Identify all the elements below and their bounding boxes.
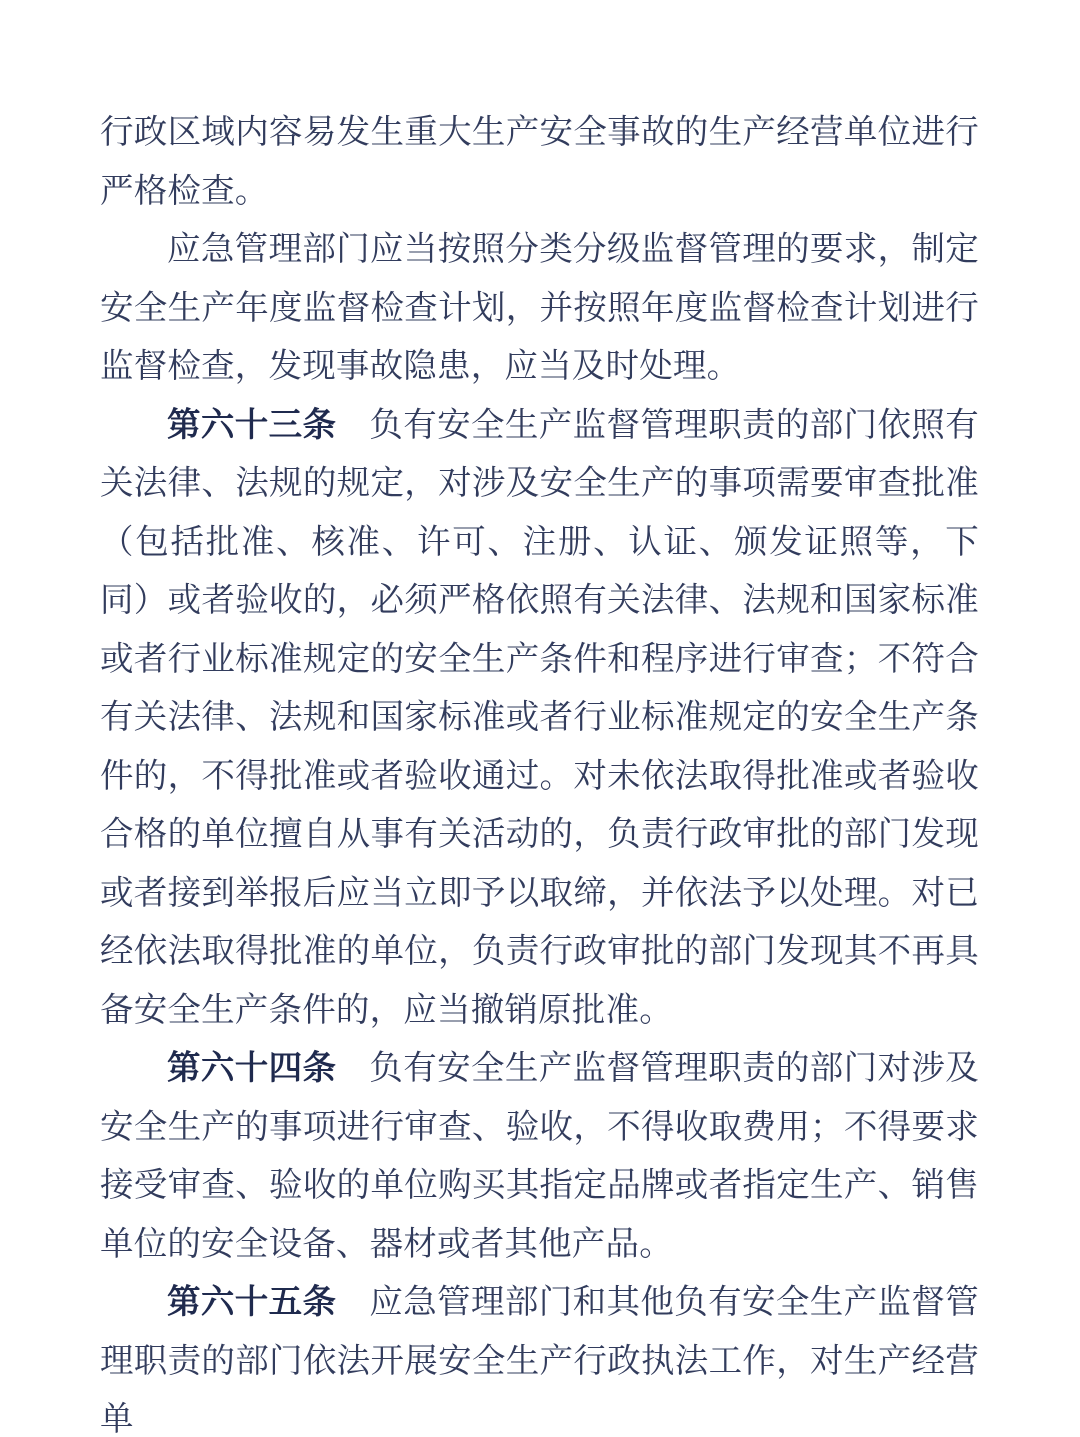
paragraph-article-64 xyxy=(100,1040,979,1274)
article-number: 第六十五条 xyxy=(167,1284,337,1321)
paragraph-article-65 xyxy=(100,1274,979,1437)
paragraph-text: 应急管理部门应当按照分类分级监督管理的要求，制定安全生产年度监督检查计划，并按照年度监督检查计划进行监督检查，发现事故隐患，应当及时处理。 xyxy=(100,231,979,385)
paragraph-article-63 xyxy=(100,397,979,1041)
article-number: 第六十四条 xyxy=(167,1050,337,1087)
article-text: 应急管理部门和其他负有安全生产监督管理职责的部门依法开展安全生产行政执法工作，对生产经营单 xyxy=(100,1284,979,1437)
paragraph-body xyxy=(100,221,979,397)
paragraph-text: 行政区域内容易发生重大生产安全事故的生产经营单位进行严格检查。 xyxy=(100,114,979,210)
article-text: 负有安全生产监督管理职责的部门对涉及安全生产的事项进行审查、验收，不得收取费用；不得要求接受审查、验收的单位购买其指定品牌或者指定生产、销售单位的安全设备、器材或者其他产品。 xyxy=(100,1050,979,1263)
paragraph-continuation xyxy=(100,104,979,221)
article-text: 负有安全生产监督管理职责的部门依照有关法律、法规的规定，对涉及安全生产的事项需要审查批准（包括批准、核准、许可、注册、认证、颁发证照等，下同）或者验收的，必须严格依照有关法律、法规和国家标准或者行业标准规定的安全生产条件和程序进行审查；不符合有关法律、法规和国家标准或者行业标准规定的安全生产条件的，不得批准或者验收通过。对未依法取得批准或者验收合格的单位擅自从事有关活动的，负责行政审批的部门发现或者接到举报后应当立即予以取缔，并依法予以处理。对已经依法取得批准的单位，负责行政审批的部门发现其不再具备安全生产条件的，应当撤销原批准。 xyxy=(100,406,979,1029)
article-number: 第六十三条 xyxy=(167,406,337,444)
